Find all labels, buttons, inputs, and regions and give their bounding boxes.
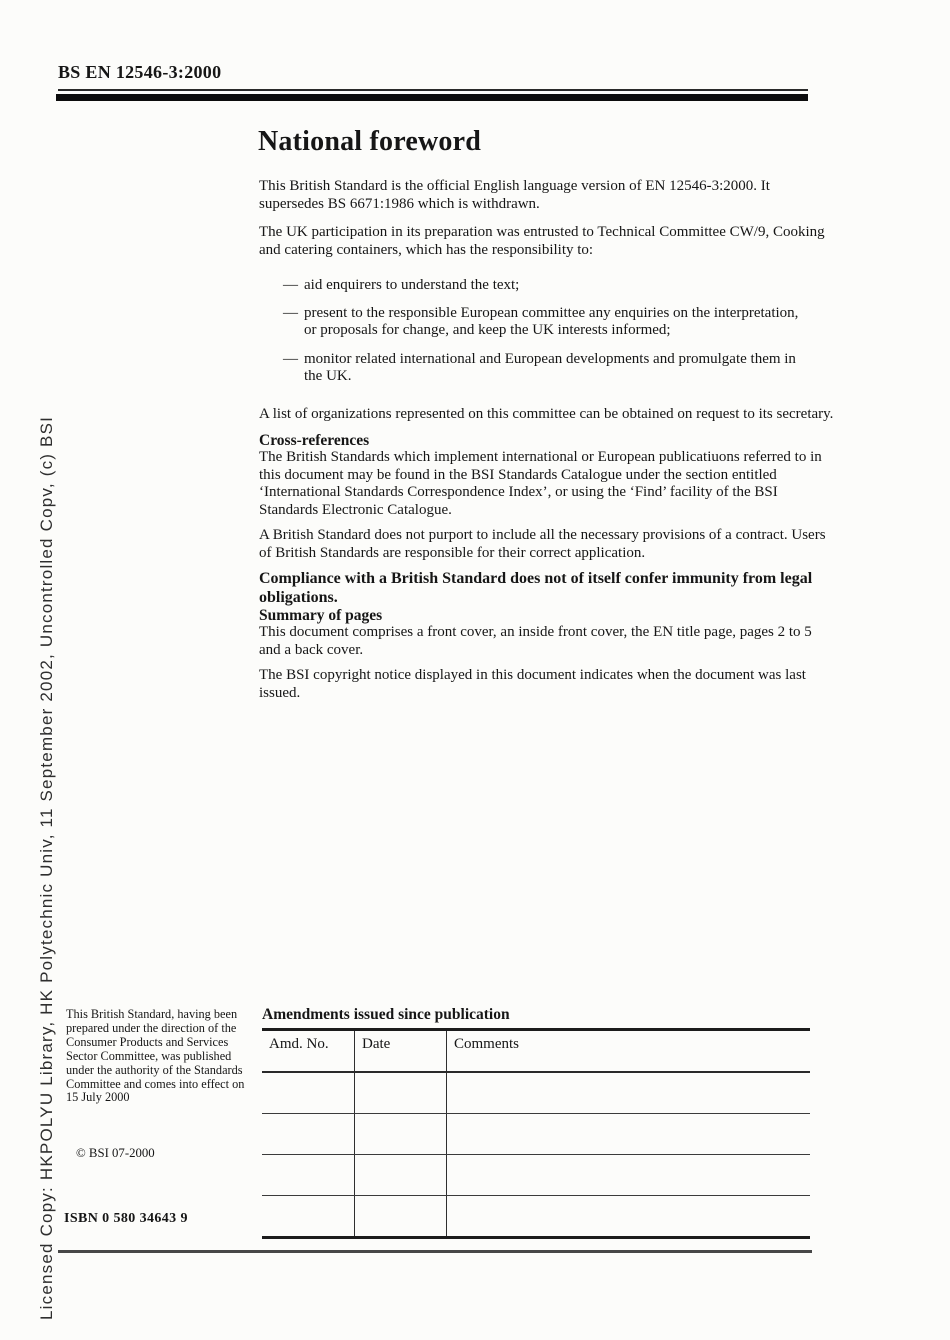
amendments-table [262,1028,810,1239]
table-cell [447,1155,810,1195]
dash-bullet-icon: — [283,350,298,367]
column-header-date: Date [355,1031,447,1071]
table-cell [447,1073,810,1113]
table-cell [355,1196,447,1236]
foreword-paragraph: The BSI copyright notice displayed in this document indicates when the document was last issued. [259,667,806,701]
standard-number: BS EN 12546-3:2000 [58,62,222,82]
table-row [262,1196,810,1236]
table-row [262,1114,810,1155]
foreword-paragraph: A British Standard does not purport to include all the necessary provisions of a contract. Users of British Standards are responsible for their correct application. [259,527,826,561]
table-cell [262,1155,355,1195]
table-cell [447,1114,810,1154]
foreword-paragraph: A list of organizations represented on this committee can be obtained on request to its secretary. [259,405,834,422]
list-item [283,277,803,295]
list-item [283,305,803,340]
list-item [283,351,803,386]
foreword-body [259,178,837,702]
cross-references-heading: Cross-references [259,432,370,449]
list-item-text: aid enquirers to understand the text; [304,277,520,293]
amendments-heading: Amendments issued since publication [262,1006,510,1023]
foreword-paragraph: This document comprises a front cover, an inside front cover, the EN title page, pages 2 to 5 and a back cover. [259,624,812,658]
list-item-text: monitor related international and European developments and promulgate them in the UK. [304,350,796,384]
table-cell [262,1196,355,1236]
table-row [262,1073,810,1114]
footer-rule [58,1250,812,1253]
list-item-text: present to the responsible European committee any enquiries on the interpretation, or proposals for change, and keep the UK interests informed; [304,304,799,338]
foreword-paragraph: This British Standard is the official English language version of EN 12546-3:2000. It supersedes BS 6671:1986 which is withdrawn. [259,178,770,212]
committee-publication-note: This British Standard, having been prepared under the direction of the Consumer Products and Services Sector Committee, was published under the authority of the Standards Committee and comes into effect on 15 July 2000 [66,1007,245,1105]
amendments-table-header-row [262,1031,810,1073]
header-rule-thick [56,94,808,101]
page-title: National foreword [258,126,481,157]
isbn-number: ISBN 0 580 34643 9 [64,1211,188,1226]
responsibility-list [259,277,837,386]
table-cell [262,1073,355,1113]
bsi-copyright: © BSI 07-2000 [76,1146,155,1160]
table-row [262,1155,810,1196]
table-cell [355,1155,447,1195]
header-rule-thin [58,89,808,91]
summary-of-pages-heading: Summary of pages [259,607,383,624]
compliance-note: Compliance with a British Standard does not of itself confer immunity from legal obligations. [259,570,813,606]
dash-bullet-icon: — [283,277,298,293]
foreword-paragraph: The British Standards which implement international or European publicatiuons referred to in this document may be found in the BSI Standards Catalogue under the section entitled ‘International Standards Correspondence Index’, or using the ‘Find’ facility of the BSI Standards Electronic Catalogue. [259,449,822,518]
column-header-amd-no: Amd. No. [262,1031,355,1071]
foreword-paragraph: The UK participation in its preparation was entrusted to Technical Committee CW/9, Cooking and catering containers, which has the responsibility to: [259,224,825,258]
dash-bullet-icon: — [283,304,298,321]
table-cell [355,1073,447,1113]
table-cell [262,1114,355,1154]
license-stamp-text: Licensed Copy: HKPOLYU Library, HK Polytechnic Univ, 11 September 2002, Uncontrolled Copv, (c) BSI [37,415,56,1320]
column-header-comments: Comments [454,1036,520,1052]
table-cell [447,1196,810,1236]
table-cell [355,1114,447,1154]
